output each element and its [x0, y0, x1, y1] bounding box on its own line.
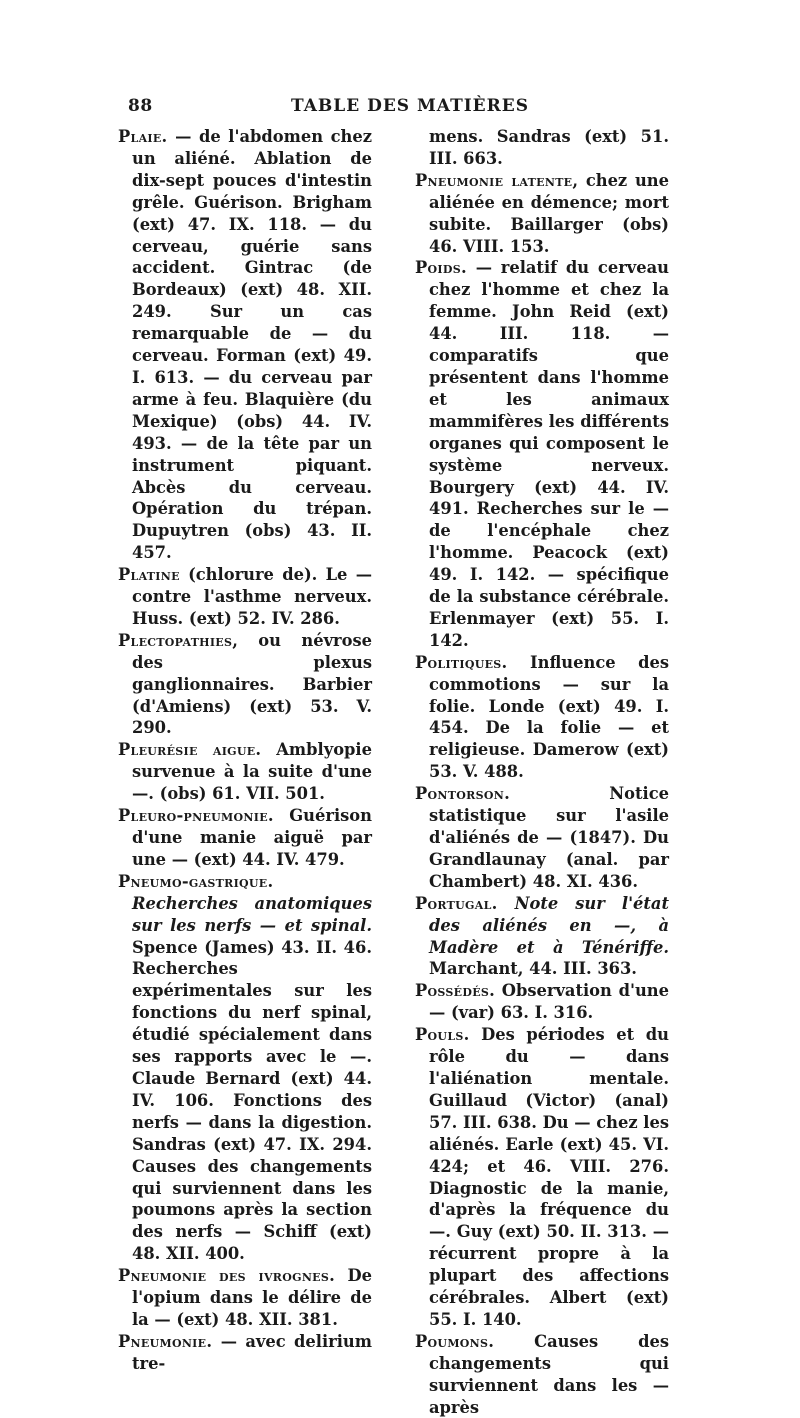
index-entry-pneumonie-ivrognes — [118, 1265, 372, 1331]
index-entry-portugal — [415, 893, 669, 981]
entry-heading: Pneumo-gastrique. — [118, 871, 274, 891]
entry-heading: Poumons. — [415, 1331, 495, 1351]
entry-heading: Portugal. — [415, 893, 498, 913]
index-entry-platine — [118, 564, 372, 630]
index-entry-pneumonie-latente — [415, 170, 669, 258]
entry-heading: Politiques. — [415, 652, 508, 672]
entry-heading: Pneumonie des ivrognes. — [118, 1266, 336, 1286]
entry-text: Spence (James) 43. II. 46. Recherches expérimentales sur les fonctions du nerf spinal, étudié spécialement dans ses rapports avec le —. Claude Bernard (ext) 44. IV. 106. Fonctions des nerfs — dans la digestion. Sandras (ext) 47. IX. 294. Causes des changements qui surviennent dans les poumons après la section des nerfs — Schiff (ext) 48. XII. 400. — [132, 937, 372, 1264]
index-entry-pouls — [415, 1024, 669, 1331]
entry-heading: Pleurésie aigue. — [118, 740, 262, 760]
entry-text: , ou névrose des plexus ganglionnaires. Barbier (d'Amiens) (ext) 53. V. 290. — [132, 630, 372, 738]
entry-heading: Pleuro-pneumonie. — [118, 806, 274, 826]
entry-text: — avec delirium tre- — [132, 1331, 372, 1373]
entry-text: Guérison d'une manie aiguë par une — (ext) 44. IV. 479. — [132, 806, 372, 869]
index-entry-possedes — [415, 980, 669, 1024]
entry-heading: Pneumonie. — [118, 1331, 213, 1351]
entry-text: Des périodes et du rôle du — dans l'aliénation mentale. Guillaud (Victor) (anal) 57. III. 638. Du — chez les aliénés. Earle (ext) 45. VI. 424; et 46. VIII. 276. Diagnostic de la manie, d'après la fréquence du —. Guy (ext) 50. II. 313. — récurrent propre à la plupart des affections cérébrales. Albert (ext) 55. I. 140. — [429, 1025, 669, 1329]
index-entry-poumons — [415, 1331, 669, 1418]
index-entry-pleuro-pneumonie — [118, 805, 372, 871]
entry-text: Observation d'une — (var) 63. I. 316. — [429, 981, 669, 1023]
entry-continuation: mens. Sandras (ext) 51. III. 663. — [429, 127, 669, 168]
entry-heading: Pontorson. — [415, 784, 511, 804]
entry-heading: Possédés. — [415, 981, 496, 1001]
entry-text: — relatif du cerveau chez l'homme et chez la femme. John Reid (ext) 44. III. 118. — comparatifs que présentent dans l'homme et les animaux mammifères les différents organes qui composent le système nerveux. Bourgery (ext) 44. IV. 491. Recherches sur le — de l'encéphale chez l'homme. Peacock (ext) 49. I. 142. — spécifique de la substance cérébrale. Erlenmayer (ext) 55. I. 142. — [429, 258, 669, 650]
entry-heading: Plectopathies — [118, 630, 233, 650]
entry-heading: Pneumonie latente — [415, 170, 573, 190]
index-entry-pleuresie — [118, 739, 372, 805]
index-entry-pneumonie — [118, 1331, 372, 1375]
index-entry-pneumo-gastrique — [118, 871, 372, 1265]
running-title: TABLE DES MATIÈRES — [290, 96, 529, 116]
index-entry-plaie — [118, 126, 372, 564]
left-column — [118, 126, 372, 1375]
entry-italic-title: Note sur l'état des aliénés en —, à Madère et à Ténériffe. — [429, 893, 669, 957]
index-entry-pontorson — [415, 783, 669, 893]
entry-text: Influence des commotions — sur la folie. Londe (ext) 49. I. 454. De la folie — et religieuse. Damerow (ext) 53. V. 488. — [429, 652, 669, 782]
entry-text: (chlorure de). Le — contre l'asthme nerveux. Huss. (ext) 52. IV. 286. — [132, 565, 372, 628]
entry-italic-title: Recherches anatomiques sur les nerfs — et spinal. — [132, 893, 372, 935]
entry-heading: Platine — [118, 565, 180, 585]
right-column — [415, 126, 669, 1418]
page-number: 88 — [128, 96, 153, 116]
entry-text: Causes des changements qui surviennent dans les — après — [429, 1331, 669, 1417]
entry-heading: Poids. — [415, 258, 467, 278]
entry-text: Notice statistique sur l'asile d'aliénés de — (1847). Du Grandlaunay (anal. par Chambert) 48. XI. 436. — [429, 784, 669, 891]
entry-text: Marchant, 44. III. 363. — [429, 959, 637, 979]
entry-heading: Plaie. — [118, 127, 168, 146]
entry-text: De l'opium dans le délire de la — (ext) 48. XII. 381. — [132, 1266, 372, 1329]
entry-heading: Pouls. — [415, 1025, 470, 1045]
entry-text: — de l'abdomen chez un aliéné. Ablation de dix-sept pouces d'intestin grêle. Guérison. Brigham (ext) 47. IX. 118. — du cerveau, guérie sans accident. Gintrac (de Bordeaux) (ext) 48. XII. 249. Sur un cas remarquable de — du cerveau. Forman (ext) 49. I. 613. — du cerveau par arme à feu. Blaquière (du Mexique) (obs) 44. IV. 493. — de la tête par un instrument piquant. Abcès du cerveau. Opération du trépan. Dupuytren (obs) 43. II. 457. — [132, 127, 372, 563]
entry-text: , chez une aliénée en démence; mort subite. Baillarger (obs) 46. VIII. 153. — [429, 170, 669, 256]
index-entry-poids — [415, 257, 669, 651]
index-entry-politiques — [415, 652, 669, 783]
page-header — [128, 96, 680, 120]
entry-text: Amblyopie survenue à la suite d'une —. (obs) 61. VII. 501. — [132, 740, 372, 804]
index-entry-plectopathies — [118, 630, 372, 740]
